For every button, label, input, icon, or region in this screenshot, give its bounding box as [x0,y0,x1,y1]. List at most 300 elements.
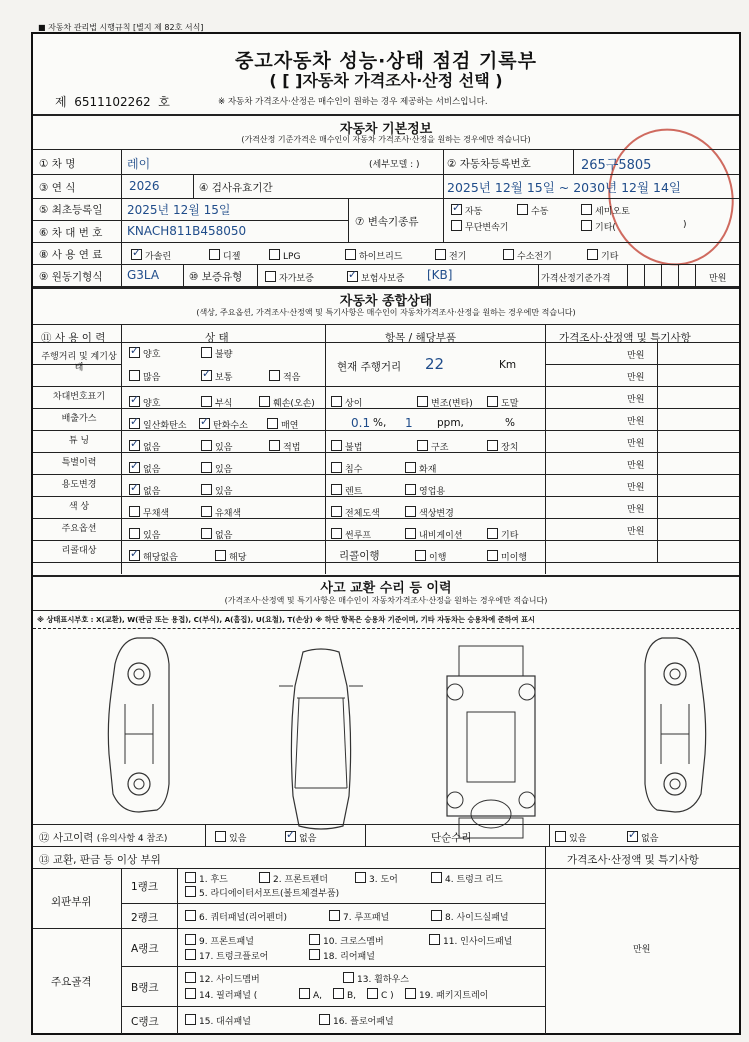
meter-good-label: 양호 [143,350,161,360]
part-rear-panel-checkbox[interactable] [309,949,320,960]
special-history-label: 특별이력 [61,458,97,468]
form-subtitle: ( [ ]자동차 가격조사·산정 선택 ) [269,71,503,90]
part-package-tray-label: 19. 패키지트레이 [419,991,489,1001]
part-radiator-support-label: 5. 라디에이터서포트(볼트체결부품) [199,889,340,899]
first-reg-value: 2025년 12월 15일 [127,203,231,217]
year-label: ③ 연 식 [39,182,76,194]
vin-stolen-checkbox[interactable] [487,396,498,407]
part-quarter-panel-checkbox[interactable] [185,910,196,921]
part-hood-label: 1. 후드 [199,875,228,885]
exhaust-hc-label: 탄화수소 [213,421,248,431]
part-cross-member-label: 10. 크로스멤버 [323,937,384,947]
fuel-hydrogen-label: 수소전기 [517,252,552,262]
fuel-gasoline-checkbox[interactable] [131,249,142,260]
rankA-label: A랭크 [131,943,159,955]
part-rear-panel-option [309,949,375,962]
meter-bad-label: 불량 [215,350,233,360]
fuel-gasoline-option [131,249,171,262]
meter-good-option [129,347,160,360]
part-front-panel-option [185,934,254,947]
color-full-paint-label: 전체도색 [345,509,380,519]
part-door-label: 3. 도어 [369,875,398,885]
special-flood-option [331,462,362,475]
fuel-hydrogen-checkbox[interactable] [503,249,514,260]
part-quarter-panel-option [185,910,287,923]
part-trunk-floor-label: 17. 트렁크플로어 [199,952,269,962]
options-none-label: 없음 [215,531,233,541]
part-roof-panel-checkbox[interactable] [329,910,340,921]
tuning-legal-option [269,440,300,453]
recall-label: 리콜대상 [61,546,97,556]
vin-good-checkbox[interactable] [129,396,140,407]
special-fire-option [405,462,436,475]
exhaust-smoke-checkbox[interactable] [267,418,278,429]
rank2-label: 2랭크 [131,912,158,924]
accident-yes-checkbox[interactable] [215,831,226,842]
recall-applicable-label: 해당 [229,553,247,563]
options-none-option [201,528,232,541]
usage-rent-option [331,484,362,497]
item-col-header: 항목 / 해당부품 [385,332,457,344]
usage-business-option [405,484,445,497]
trans-manual-checkbox[interactable] [517,204,528,215]
price-won-5: 만원 [627,461,645,471]
mileage-many-label: 많음 [143,373,161,383]
usage-yes-label: 있음 [215,487,233,497]
color-chromatic-option [201,506,241,519]
transmission-label: ⑦ 변속기종류 [355,216,419,228]
tuning-device-option [487,440,518,453]
vin-corrosion-option [201,396,232,409]
price-won-8: 만원 [627,527,645,537]
detail-model-label: (세부모델 : ) [369,160,420,170]
recall-done-label: 리콜이행 [339,550,380,562]
tuning-label: 튜 닝 [68,436,90,446]
vin-altered-checkbox[interactable] [417,396,428,407]
color-label: 색 상 [68,502,90,512]
vin-diff-label: 상이 [345,399,363,409]
vin-good-option [129,396,160,409]
part-pillar-checkbox[interactable] [185,988,196,999]
fuel-gasoline-label: 가솔린 [145,252,172,262]
part-trunk-lid-option [431,872,503,885]
km-unit: Km [499,359,517,371]
part-inside-panel-label: 11. 인사이드패널 [443,937,513,947]
tuning-structure-label: 구조 [431,443,449,453]
exhaust-co-option [129,418,186,431]
exhaust-hc-checkbox[interactable] [199,418,210,429]
part-dash-panel-option [185,1014,251,1027]
status-code-legend: ※ 상태표시부호 : X(교환), W(판금 또는 용접), C(부식), A(흠집), U(요철), T(손상) ※ 하단 항목은 승용차 기준이며, 기타 자동차는 승용차에 준하여 표시 [37,615,535,624]
car-name-label: ① 차 명 [39,158,76,170]
recall-not-done-checkbox[interactable] [487,550,498,561]
repair-yes-checkbox[interactable] [555,831,566,842]
fuel-electric-label: 전기 [449,252,467,262]
engine-value: G3LA [127,268,160,282]
part-cross-member-checkbox[interactable] [309,934,320,945]
recall-na-checkbox[interactable] [129,550,140,561]
overall-heading: 자동차 종합상태 [339,294,433,309]
options-etc-label: 기타 [501,531,519,541]
current-mileage-value: 22 [425,355,445,373]
mileage-many-checkbox[interactable] [129,370,140,381]
form-regulation-note: ■ 자동차 관리법 시행규칙 [별지 제 82호 서식] [38,23,204,32]
recall-applicable-option [215,550,246,563]
usage-yes-option [201,484,232,497]
special-none-checkbox[interactable] [129,462,140,473]
exhaust-co-checkbox[interactable] [129,418,140,429]
fuel-other-option [587,249,618,262]
part-package-tray-option [405,988,488,1001]
tuning-yes-label: 있음 [215,443,233,453]
tuning-yes-option [201,440,232,453]
car-right-side-diagram [633,634,717,816]
part-cross-member-option [309,934,384,947]
parts-label: ⑬ 교환, 판금 등 이상 부위 [39,854,161,866]
overall-note: (색상, 주요옵션, 가격조사·산정액 및 특기사항은 매수인이 자동차가격조사·산정을 원하는 경우에만 적습니다) [196,308,576,317]
document-number: 제 6511102262 호 [55,95,170,109]
special-yes-checkbox[interactable] [201,462,212,473]
usage-business-checkbox[interactable] [405,484,416,495]
vin-altered-option [417,396,473,409]
main-frame-label: 주요골격 [51,976,92,988]
warranty-company: [KB] [427,268,453,282]
options-navi-option [405,528,462,541]
current-mileage-label: 현재 주행거리 [337,361,402,373]
tuning-legal-checkbox[interactable] [269,440,280,451]
special-flood-checkbox[interactable] [331,462,342,473]
color-achromatic-checkbox[interactable] [129,506,140,517]
part-pillar-b-checkbox[interactable] [333,988,344,999]
meter-good-checkbox[interactable] [129,347,140,358]
part-door-checkbox[interactable] [355,872,366,883]
price-won-3: 만원 [627,417,645,427]
recall-not-done-option [487,550,527,563]
vin-damage-option [259,396,315,409]
part-rear-panel-label: 18. 리어패널 [323,952,375,962]
recall-done-option [415,550,446,563]
color-full-paint-checkbox[interactable] [331,506,342,517]
trans-semi-checkbox[interactable] [581,204,592,215]
inspection-form: 중고자동차 성능·상태 점검 기록부 ( [ ]자동차 가격조사·산정 선택 ) 제 6511102262 호 ※ 자동차 가격조사·산정은 매수인이 원하는 경우 제공하는 서비스입니다. 자동차 기본정보 (가격산정 기준가격은 매수인이 자동차 가격조사·산정을 원하는 경우에만 적습니다) ① 차 명 레이 (세부모델 : ) ② 자동차등록번호 265구5805 ③ 연 식 2026 ④ 검사유효기간 2025년 12월 15일 ~ 2030년 12월 14일 ⑤ 최초등록일 2025년 12월 15일 ⑦ 변속기종류 ✓자동 수동 세미오토 무단변속기 기타( ) ⑥ 차 대 번 호 KNACH811B458050 ⑧ 사 용 연 료 ⑨ 원동기형식 G3LA ⑩ 보증유형 자가보증 ✓ 보험사보증 [KB] 가격산정기준가격 만원 자동차 종합상태 (색상, 주요옵션, 가격조사·산정액 및 특기사항은 매수인이 자동차가격조사·산정을 원하는 경우에만 적습니다) ⑪ 사 용 이 력 상 태 항목 / 해당부품 가격조사·산정액 및 특기사항 사고 교환 수리 등 이력 (가격조사·산정액 및 특기사항은 매수인이 자동차가격조사·산정을 원하는 경우에만 적습니다) ※ 상태표시부호 : X(교환), W(판금 또는 용접), C(부식), A(흠집), U(요철), T(손상) ※ 하단 항목은 승용차 기준이며, 기타 자동차는 승용차에 준하여 표시 ⑫ 사고이력 (유의사항 4 참조) 있음 ✓ 없음 단순수리 있음 ✓ 없음 ⑬ 교환, 판금 등 이상 부위 가격조사·산정액 및 특기사항 외판부위 1랭크 2랭크 주요골격 A랭크 B랭크 C랭크 만원 ✓가솔린 디젤 LPG 하이브리드 전기 수소전기 기타 주행거리 및 계기상태 차대번호표기 배출가스 튜 닝 특별이력 용도변경 색 상 주요옵션 리콜대상 ✓양호 불량 많음 ✓ 보통 적음 현재 주행거리 22 Km ✓양호 부식 훼손(오손) 상이 변조(변타) 도말 ✓일산화탄소 ✓ 탄화수소 매연 0.1 %, 1 ppm, % ✓없음 있음 적법 불법 구조 장치 ✓없음 있음 침수 화재 ✓없음 있음 렌트 영업용 무채색 유채색 전체도색 색상변경 있음 없음 썬루프 내비게이션 기타 ✓해당없음 해당 리콜이행 이행 미이행 만원 만원 만원 만원 만원 만원 만원 만원 만원 1. 후드 2. 프론트펜더 3. 도어 4. 트렁크 리드 5. 라디에이터서포트(볼트체결부품) 6. 쿼터패널(리어펜더) 7. 루프패널 8. 사이드실패널 9. 프론트패널 10. 크로스멤버 11. 인사이드패널 17. 트렁크플로어 18. 리어패널 12. 사이드멤버 13. 휠하우스 15. 대쉬패널 16. 플로어패널 14. 필러패널 ( A, B, C ) 19. 패키지트레이 [31,32,741,1035]
part-pillar-option [185,988,257,1001]
part-side-member-checkbox[interactable] [185,972,196,983]
price-won-7: 만원 [627,505,645,515]
part-hood-option [185,872,228,885]
reg-no-label: ② 자동차등록번호 [447,158,531,170]
vin-damage-checkbox[interactable] [259,396,270,407]
usage-rent-label: 렌트 [345,487,363,497]
part-dash-panel-label: 15. 대쉬패널 [199,1017,251,1027]
part-side-member-label: 12. 사이드멤버 [199,975,260,985]
car-top-diagram [273,646,369,832]
fuel-other-label: 기타 [601,252,619,262]
tuning-illegal-option [331,440,362,453]
car-name-value: 레이 [127,157,151,171]
color-change-label: 색상변경 [419,509,454,519]
options-navi-checkbox[interactable] [405,528,416,539]
fuel-other-checkbox[interactable] [587,249,598,260]
vin-diff-option [331,396,362,409]
options-etc-checkbox[interactable] [487,528,498,539]
part-roof-panel-option [329,910,389,923]
options-none-checkbox[interactable] [201,528,212,539]
rank1-label: 1랭크 [131,881,158,893]
options-label: 주요옵션 [61,524,97,534]
part-front-fender-label: 2. 프론트펜더 [273,875,328,885]
part-side-sill-option [431,910,509,923]
recall-done-checkbox[interactable] [415,550,426,561]
co-unit: %, [373,417,387,429]
part-roof-panel-label: 7. 루프패널 [343,913,390,923]
part-trunk-floor-checkbox[interactable] [185,949,196,960]
fuel-hydrogen-option [503,249,552,262]
fuel-diesel-option [209,249,240,262]
part-side-member-option [185,972,260,985]
exhaust-label: 배출가스 [61,414,97,424]
accident-note: (가격조사·산정액 및 특기사항은 매수인이 자동차가격조사·산정을 원하는 경우에만 적습니다) [224,596,548,605]
usage-yes-checkbox[interactable] [201,484,212,495]
usage-business-label: 영업용 [419,487,446,497]
part-trunk-lid-checkbox[interactable] [431,872,442,883]
part-pillar-a-checkbox[interactable] [299,988,310,999]
rankB-label: B랭크 [131,982,159,994]
outer-panel-label: 외판부위 [51,896,92,908]
part-wheel-house-checkbox[interactable] [343,972,354,983]
options-sunroof-checkbox[interactable] [331,528,342,539]
special-flood-label: 침수 [345,465,363,475]
usage-rent-checkbox[interactable] [331,484,342,495]
part-pillar-a-label: A, [313,991,323,1001]
usage-none-option [129,484,160,497]
part-pillar-label: 14. 필러패널 ( [199,991,258,1001]
accident-no-checkbox[interactable] [285,831,296,842]
fuel-electric-checkbox[interactable] [435,249,446,260]
special-yes-option [201,462,232,475]
meter-bad-checkbox[interactable] [201,347,212,358]
fuel-hybrid-option [345,249,402,262]
accident-history-label: ⑫ 사고이력 (유의사항 4 참조) [39,832,168,844]
warranty-self-checkbox[interactable] [265,271,276,282]
color-chromatic-checkbox[interactable] [201,506,212,517]
simple-repair-label: 단순수리 [431,832,472,844]
vin-damage-label: 훼손(오손) [273,399,315,409]
state-col-header: 상 태 [205,332,229,344]
part-floor-panel-label: 16. 플로어패널 [333,1017,394,1027]
mileage-normal-checkbox[interactable] [201,370,212,381]
warranty-insurance-checkbox[interactable] [347,271,358,282]
repair-no-checkbox[interactable] [627,831,638,842]
special-fire-label: 화재 [419,465,437,475]
co-value: 0.1 [351,416,371,430]
part-front-panel-label: 9. 프론트패널 [199,937,254,947]
exhaust-smoke-option [267,418,298,431]
tuning-none-checkbox[interactable] [129,440,140,451]
mileage-many-option [129,370,160,383]
parts-price-won: 만원 [633,945,651,955]
vin-label: ⑥ 차 대 번 호 [39,227,103,239]
part-wheel-house-label: 13. 휠하우스 [357,975,409,985]
part-pillar-c-option [367,988,394,1001]
price-won-2: 만원 [627,395,645,405]
part-trunk-floor-option [185,949,268,962]
tuning-structure-option [417,440,448,453]
part-side-sill-label: 8. 사이드실패널 [445,913,509,923]
part-pillar-a-option [299,988,322,1001]
part-side-sill-checkbox[interactable] [431,910,442,921]
options-yes-option [129,528,160,541]
mileage-label: 주행거리 및 계기상태 [41,352,117,373]
part-floor-panel-option [319,1014,394,1027]
trans-other-checkbox[interactable] [581,220,592,231]
part-pillar-b-option [333,988,356,1001]
special-none-option [129,462,160,475]
tuning-device-checkbox[interactable] [487,440,498,451]
vin-corrosion-label: 부식 [215,399,233,409]
tuning-structure-checkbox[interactable] [417,440,428,451]
mileage-few-option [269,370,300,383]
part-wheel-house-option [343,972,409,985]
trans-cvt-checkbox[interactable] [451,220,462,231]
part-trunk-lid-label: 4. 트렁크 리드 [445,875,503,885]
options-etc-option [487,528,518,541]
price-won-6: 만원 [627,483,645,493]
options-sunroof-option [331,528,371,541]
vin-stolen-option [487,396,518,409]
options-yes-label: 있음 [143,531,161,541]
options-navi-label: 내비게이션 [419,531,463,541]
exhaust-hc-option [199,418,248,431]
part-front-fender-option [259,872,328,885]
recall-done-label: 이행 [429,553,447,563]
basic-info-heading: 자동차 기본정보 [339,122,433,137]
mileage-normal-label: 보통 [215,373,233,383]
usage-none-checkbox[interactable] [129,484,140,495]
smoke-unit: % [505,417,515,429]
special-fire-checkbox[interactable] [405,462,416,473]
inspection-period-value: 2025년 12월 15일 ~ 2030년 12월 14일 [447,180,682,195]
part-floor-panel-checkbox[interactable] [319,1014,330,1025]
vin-diff-checkbox[interactable] [331,396,342,407]
special-yes-label: 있음 [215,465,233,475]
color-change-option [405,506,454,519]
fuel-electric-option [435,249,466,262]
inspection-period-label: ④ 검사유효기간 [199,182,273,194]
fuel-hybrid-checkbox[interactable] [345,249,356,260]
recall-na-label: 해당없음 [143,553,178,563]
tuning-yes-checkbox[interactable] [201,440,212,451]
warranty-label: ⑩ 보증유형 [189,271,243,283]
trans-auto-checkbox[interactable] [451,204,462,215]
color-achromatic-label: 무채색 [143,509,170,519]
car-left-side-diagram [97,634,181,816]
exhaust-co-label: 일산화탄소 [143,421,187,431]
part-door-option [355,872,398,885]
accident-heading: 사고 교환 수리 등 이력 [320,581,452,596]
tuning-legal-label: 적법 [283,443,301,453]
part-hood-checkbox[interactable] [185,872,196,883]
fuel-lpg-checkbox[interactable] [269,249,280,260]
part-pillar-c-label: C ) [381,991,394,1001]
service-note: ※ 자동차 가격조사·산정은 매수인이 원하는 경우 제공하는 서비스입니다. [218,97,488,107]
color-chromatic-label: 유채색 [215,509,242,519]
fuel-diesel-checkbox[interactable] [209,249,220,260]
form-title: 중고자동차 성능·상태 점검 기록부 [234,50,538,72]
exhaust-smoke-label: 매연 [281,421,299,431]
color-change-checkbox[interactable] [405,506,416,517]
tuning-none-option [129,440,160,453]
rankC-label: C랭크 [131,1016,159,1028]
car-frame-diagram [437,642,545,842]
mileage-few-label: 적음 [283,373,301,383]
part-package-tray-checkbox[interactable] [405,988,416,999]
price-won-1: 만원 [627,373,645,383]
part-quarter-panel-label: 6. 쿼터패널(리어펜더) [199,913,288,923]
vin-corrosion-checkbox[interactable] [201,396,212,407]
hc-unit: ppm, [437,417,464,429]
color-achromatic-option [129,506,169,519]
options-sunroof-label: 썬루프 [345,531,372,541]
reg-no-value: 265구5805 [581,158,652,173]
fuel-hybrid-label: 하이브리드 [359,252,403,262]
part-inside-panel-checkbox[interactable] [429,934,440,945]
recall-applicable-checkbox[interactable] [215,550,226,561]
recall-not-done-label: 미이행 [501,553,528,563]
fuel-diesel-label: 디젤 [223,252,241,262]
part-radiator-support-option [185,886,339,899]
tuning-device-label: 장치 [501,443,519,453]
usage-change-label: 용도변경 [61,480,97,490]
base-price-label: 가격산정기준가격 [541,274,611,284]
meter-bad-option [201,347,232,360]
part-pillar-c-checkbox[interactable] [367,988,378,999]
engine-label: ⑨ 원동기형식 [39,271,103,283]
price-col-header: 가격조사·산정액 및 특기사항 [559,332,691,344]
year-value: 2026 [129,179,160,193]
vin-stolen-label: 도말 [501,399,519,409]
tuning-illegal-label: 불법 [345,443,363,453]
part-front-fender-checkbox[interactable] [259,872,270,883]
hc-value: 1 [405,416,413,430]
usage-none-label: 없음 [143,487,161,497]
mileage-few-checkbox[interactable] [269,370,280,381]
basic-info-note: (가격산정 기준가격은 매수인이 자동차 가격조사·산정을 원하는 경우에만 적습니다) [241,135,531,144]
options-yes-checkbox[interactable] [129,528,140,539]
part-dash-panel-checkbox[interactable] [185,1014,196,1025]
part-inside-panel-option [429,934,512,947]
tuning-illegal-checkbox[interactable] [331,440,342,451]
part-pillar-b-label: B, [347,991,357,1001]
price-won-4: 만원 [627,439,645,449]
usage-col-header: ⑪ 사 용 이 력 [41,332,106,344]
fuel-label: ⑧ 사 용 연 료 [39,249,103,261]
part-front-panel-checkbox[interactable] [185,934,196,945]
tuning-none-label: 없음 [143,443,161,453]
vin-altered-label: 변조(변타) [431,399,473,409]
fuel-lpg-option [269,249,300,262]
part-radiator-support-checkbox[interactable] [185,886,196,897]
fuel-lpg-label: LPG [283,252,301,262]
vin-marking-label: 차대번호표기 [52,392,106,402]
price-won-0: 만원 [627,351,645,361]
vin-value: KNACH811B458050 [127,224,247,238]
vin-good-label: 양호 [143,399,161,409]
doc-no-value: 6511102262 [74,95,151,109]
mileage-normal-option [201,370,232,383]
special-none-label: 없음 [143,465,161,475]
first-reg-label: ⑤ 최초등록일 [39,204,103,216]
color-full-paint-option [331,506,380,519]
